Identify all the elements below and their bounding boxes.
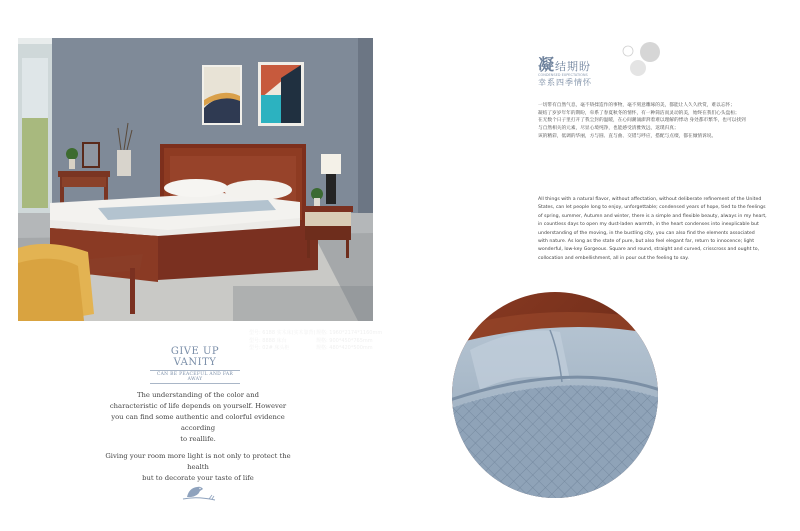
heading-rest: 结期盼: [555, 60, 592, 73]
en-line: of spring, summer, Autumn and winter, there is a simple and flexible beauty, always in my heart,: [538, 213, 767, 219]
spec-size-line: 规格: 900*450*765mm: [316, 337, 373, 344]
chinese-paragraph: [538, 102, 778, 141]
quote-line: you can find some authentic and colorful evidence according: [111, 413, 285, 432]
english-paragraph: [538, 196, 774, 263]
cn-line: 凝结了岁岁年年的期盼，牵系了春夏秋冬的情怀，有一种简洁而灵动的美，始终在我们心头盘桓；: [538, 110, 740, 116]
give-up-vanity-heading: [150, 346, 240, 384]
quote-paragraph-1: [98, 390, 298, 445]
bird-branch-icon: [181, 482, 217, 504]
heading-big-char: 凝: [538, 55, 556, 74]
spec-size-line: 规格: 480*420*500mm: [316, 345, 373, 351]
en-line: understanding of the moving, in the bustling city, you can also find the elements associated: [538, 230, 755, 236]
en-line: in countless days to open my dust-laden warmth, in the heart condenses into inexplicable but: [538, 222, 759, 228]
quote-line: to reallife.: [180, 435, 216, 443]
heading-en: CONDENSED EXPECTATIONS: [538, 73, 588, 77]
section-title: GIVE UP VANITY: [170, 346, 220, 368]
en-line: collocation and embellishment, all in pour out the feeling to say.: [538, 255, 689, 261]
en-line: All things with a natural flavor, without affectation, without deliberate refinement of the United: [538, 197, 762, 202]
condensed-expectations-heading: [538, 52, 592, 88]
heading-cn-subtitle: 幸系四季情怀: [538, 78, 592, 87]
quote-line: characteristic of life depends on yourself. However: [109, 402, 287, 410]
en-line: wonderful, low-key Gorgeous. Square and round, straight and curved, crisscross and ought to,: [538, 247, 760, 253]
spec-name-line: 型号: 02# 床头柜: [249, 345, 290, 351]
cn-line: 一切带有自然气息，毫不矫揉造作的事物，毫不刻意雕琢的美，都能让人久久欣赏，难以忘怀；: [538, 103, 735, 108]
bedroom-scene-image: [18, 38, 373, 321]
cn-line: 与自然相关的元素，尽显心境纯净，也能感受清雅致远，返璞归真；: [538, 126, 679, 132]
bedroom-photo: [18, 38, 383, 351]
heading-cn: [538, 52, 592, 75]
leather-detail-image: [450, 290, 660, 500]
spec-sizes: [316, 330, 382, 353]
quote-line: but to decorate your taste of life: [142, 474, 254, 482]
quote-line: The understanding of the color and: [137, 391, 259, 399]
en-line: with nature. As long as the state of pure, but also feel elegant far, return to innocence; light: [538, 239, 755, 245]
section-subtitle: CAN BE PEACEFUL AND FAR AWAY: [150, 370, 240, 384]
decorative-circles-icon: [618, 40, 662, 80]
spec-size-line: 规格: 1960*2174*1160mm: [316, 330, 383, 336]
quote-paragraph-2: [98, 451, 298, 484]
spec-names: [249, 330, 316, 353]
spec-name-line: 型号: 6188 实木床(实木靠背): [249, 330, 316, 336]
en-line: States, can let people long to enjoy, unforgettable; condensed years of hope, tied to the feelings: [538, 205, 766, 211]
cn-line: 该的精彩，低调的华丽，方与圆、直与曲、交错与呼应，搭配与点缀，都在倾情诉说。: [538, 133, 717, 139]
quote-line: Giving your room more light is not only to protect the health: [105, 452, 291, 471]
cn-line: 在无数个日子里打开了我尘封的温暖，在心间潮涌澎湃着难以理解的悸动 身处都市繁华，也可以找到: [538, 118, 746, 124]
spec-name-line: 型号: 8888 床台: [249, 337, 287, 344]
